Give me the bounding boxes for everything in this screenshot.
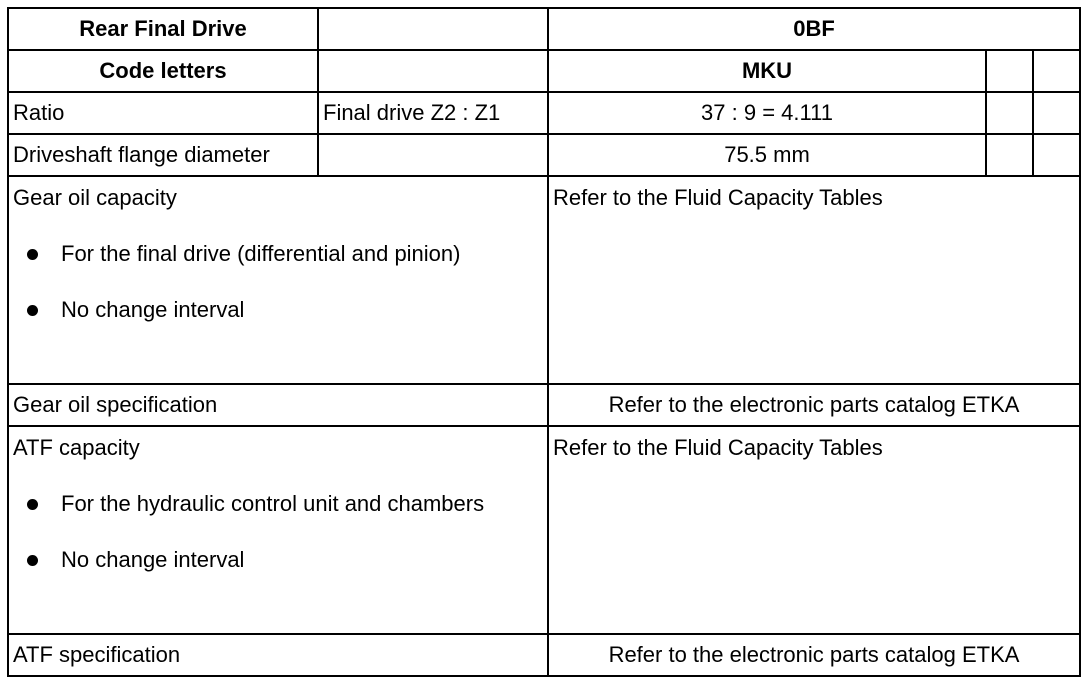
atf-capacity-cell [8,426,548,634]
bullet-text: No change interval [61,297,245,322]
atf-spec-label: ATF specification [8,634,548,676]
atf-capacity-value: Refer to the Fluid Capacity Tables [548,426,1080,634]
table-row [8,176,1080,384]
empty-cell [318,134,548,176]
table-row [8,8,1080,50]
bullet-text: No change interval [61,547,245,572]
empty-cell [986,134,1033,176]
empty-cell [986,92,1033,134]
empty-cell [986,50,1033,92]
gear-oil-spec-label: Gear oil specification [8,384,548,426]
flange-label: Driveshaft flange diameter [8,134,318,176]
ratio-value: 37 : 9 = 4.111 [548,92,986,134]
empty-cell [318,8,548,50]
ratio-label: Ratio [8,92,318,134]
code-letters-value: MKU [548,50,986,92]
gear-oil-capacity-label: Gear oil capacity [13,185,177,210]
bullet-icon [27,249,38,260]
list-item [13,241,543,267]
rear-final-drive-spec-table [7,7,1081,677]
empty-cell [1033,50,1080,92]
table-row [8,50,1080,92]
table-row [8,384,1080,426]
atf-spec-value: Refer to the electronic parts catalog ETKA [548,634,1080,676]
gear-oil-capacity-cell [8,176,548,384]
empty-cell [1033,92,1080,134]
bullet-icon [27,555,38,566]
ratio-sub-label: Final drive Z2 : Z1 [318,92,548,134]
bullet-text: For the final drive (differential and pinion) [61,241,461,266]
gear-oil-spec-value: Refer to the electronic parts catalog ETKA [548,384,1080,426]
code-letters-label: Code letters [8,50,318,92]
flange-value: 75.5 mm [548,134,986,176]
header-title: Rear Final Drive [8,8,318,50]
empty-cell [1033,134,1080,176]
atf-capacity-label: ATF capacity [13,435,140,460]
table-row [8,134,1080,176]
bullet-icon [27,305,38,316]
list-item [13,547,543,573]
header-value: 0BF [548,8,1080,50]
gear-oil-capacity-value: Refer to the Fluid Capacity Tables [548,176,1080,384]
list-item [13,297,543,323]
table-row [8,426,1080,634]
bullet-text: For the hydraulic control unit and chambers [61,491,485,516]
empty-cell [318,50,548,92]
table-row [8,634,1080,676]
bullet-icon [27,499,38,510]
table-row [8,92,1080,134]
list-item [13,491,543,517]
